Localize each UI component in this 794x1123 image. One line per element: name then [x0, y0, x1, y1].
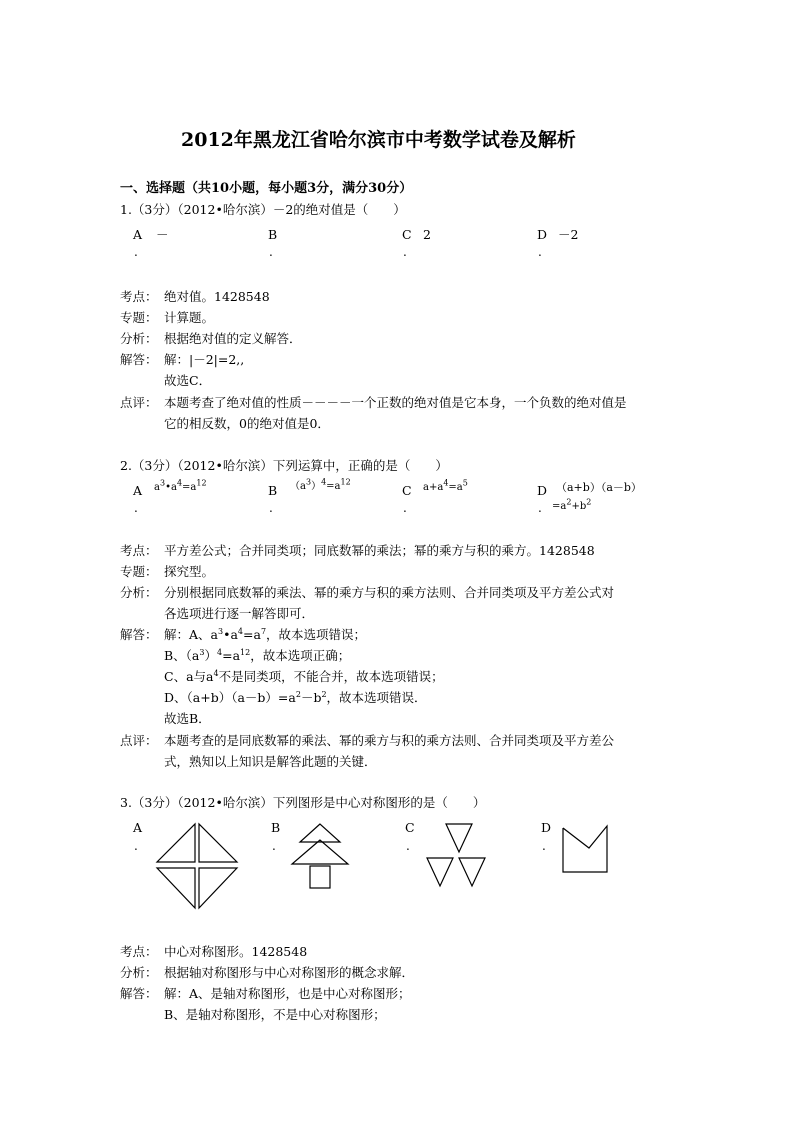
q2-option-b-expr: $(a^3)^4=a^{12}$: [290, 477, 351, 492]
page-title: 2012年黑龙江省哈尔滨市中考数学试卷及解析: [181, 129, 576, 151]
q2-option-a-letter: A: [133, 483, 143, 498]
q2-jieda-line-3: C、a与$a^4$不是同类项，不能合并，故本选项错误；: [164, 668, 444, 684]
question-1-stem: 1.（3分）（2012•哈尔滨）－2的绝对值是（ ）: [120, 202, 406, 217]
q1-kaodian-label: 考点：: [120, 289, 158, 304]
q2-zhuanti: 探究型。: [164, 564, 215, 579]
q1-fenxi-label: 分析：: [120, 331, 158, 346]
q2-kaodian-label: 考点：: [120, 543, 158, 558]
q3-option-d-letter: D: [541, 820, 552, 835]
q2-option-a-expr: $a^3•a^4=a^{12}$: [154, 478, 207, 493]
q2-option-b-dot: .: [269, 501, 273, 515]
q2-option-d-line-2: $=a^2+b^2$: [552, 497, 592, 512]
q2-jieda-line-1: 解：A、$a^3•a^4=a^7$，故本选项错误；: [164, 626, 367, 642]
q3-option-b-letter: B: [271, 820, 281, 835]
q2-fenxi-line-2: 各选项进行逐一解答即可．: [164, 606, 315, 621]
q3-jieda-line-1: 解：A、是轴对称图形，也是中心对称图形；: [164, 986, 411, 1001]
q1-option-d-dot: .: [538, 245, 542, 259]
q3-option-c-dot: .: [406, 839, 410, 853]
q2-jieda-line-4: D、$(a+b)(a-b)=a^2-b^2$，故本选项错误．: [164, 689, 427, 705]
q3-fenxi: 根据轴对称图形与中心对称图形的概念求解．: [164, 965, 415, 980]
q3-option-c-letter: C: [405, 820, 415, 835]
q1-option-c-text: 2: [423, 227, 431, 242]
q2-option-d-letter: D: [537, 483, 548, 498]
section-heading: 一、选择题（共10小题，每小题3分，满分30分）: [120, 181, 413, 196]
q2-option-c-dot: .: [403, 501, 407, 515]
q3-fenxi-label: 分析：: [120, 965, 158, 980]
q2-option-a-dot: .: [134, 501, 138, 515]
q1-fenxi: 根据绝对值的定义解答．: [164, 331, 302, 346]
q3-option-a-dot: .: [134, 839, 138, 853]
q1-option-a-letter: A: [133, 227, 143, 242]
q2-dianping-line-1: 本题考查的是同底数幂的乘法、幂的乘方与积的乘方法则、合并同类项及平方差公: [164, 733, 615, 748]
q3-figure-d: [558, 822, 618, 882]
q3-option-d-dot: .: [542, 839, 546, 853]
q3-figure-c: [424, 822, 494, 892]
q3-kaodian-label: 考点：: [120, 944, 158, 959]
q3-option-b-dot: .: [272, 839, 276, 853]
q1-option-a-text: －: [156, 227, 169, 242]
q3-kaodian: 中心对称图形。1428548: [164, 944, 308, 959]
q2-option-d-line-1: （a+b）（a－b）: [556, 481, 642, 494]
q2-jieda-line-5: 故选B．: [164, 711, 211, 726]
q3-figure-a: [150, 822, 240, 912]
q2-kaodian: 平方差公式；合并同类项；同底数幂的乘法；幂的乘方与积的乘方。1428548: [164, 543, 595, 558]
q1-jieda-line-1: 解：|－2|=2,,: [164, 352, 245, 367]
q1-option-b-letter: B: [268, 227, 278, 242]
q2-jieda-label: 解答：: [120, 627, 158, 642]
q1-zhuanti: 计算题。: [164, 310, 215, 325]
q1-kaodian: 绝对值。1428548: [164, 289, 270, 304]
q1-option-b-dot: .: [269, 245, 273, 259]
q3-figure-b: [288, 822, 358, 892]
q3-option-a-letter: A: [133, 820, 143, 835]
q1-option-d-letter: D: [537, 227, 548, 242]
q1-option-d-text: －2: [558, 227, 579, 242]
q1-option-c-dot: .: [403, 245, 407, 259]
question-3-stem: 3.（3分）（2012•哈尔滨）下列图形是中心对称图形的是（ ）: [120, 795, 486, 810]
q2-zhuanti-label: 专题：: [120, 564, 158, 579]
q2-fenxi-label: 分析：: [120, 585, 158, 600]
q1-zhuanti-label: 专题：: [120, 310, 158, 325]
q3-jieda-label: 解答：: [120, 986, 158, 1001]
q2-option-c-expr: $a+a^4=a^5$: [423, 478, 468, 493]
q1-option-c-letter: C: [402, 227, 412, 242]
q1-jieda-label: 解答：: [120, 352, 158, 367]
q2-jieda-line-2: B、$(a^3)^4=a^{12}$，故本选项正确；: [164, 647, 351, 663]
q2-option-c-letter: C: [402, 483, 412, 498]
q2-dianping-line-2: 式，熟知以上知识是解答此题的关键．: [164, 754, 377, 769]
q1-jieda-line-2: 故选C．: [164, 373, 212, 388]
q2-fenxi-line-1: 分别根据同底数幂的乘法、幂的乘方与积的乘方法则、合并同类项及平方差公式对: [164, 585, 615, 600]
q3-jieda-line-2: B、是轴对称图形，不是中心对称图形；: [164, 1007, 386, 1022]
q2-option-d-dot: .: [538, 501, 542, 515]
question-2-stem: 2.（3分）（2012•哈尔滨）下列运算中，正确的是（ ）: [120, 458, 448, 473]
q1-dianping-line-2: 它的相反数，0的绝对值是0．: [164, 416, 330, 431]
q1-dianping-line-1: 本题考查了绝对值的性质－－－－一个正数的绝对值是它本身，一个负数的绝对值是: [164, 395, 627, 410]
q2-dianping-label: 点评：: [120, 733, 158, 748]
q1-dianping-label: 点评：: [120, 395, 158, 410]
q1-option-a-dot: .: [134, 245, 138, 259]
q2-option-b-letter: B: [268, 483, 278, 498]
